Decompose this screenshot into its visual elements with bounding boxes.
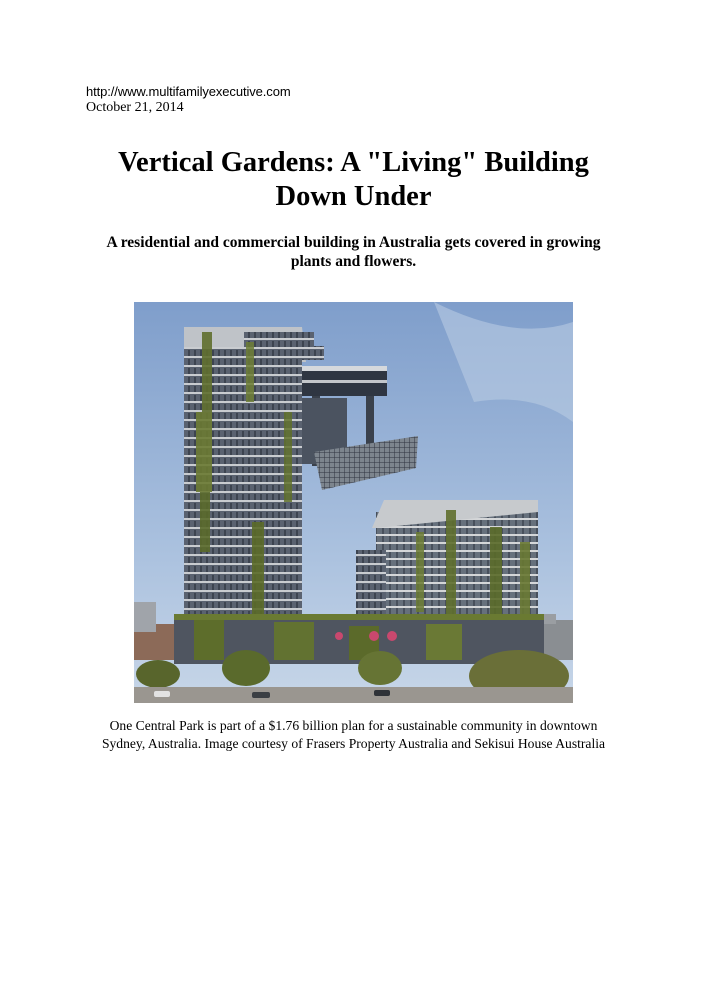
building-photo-illustration	[134, 302, 573, 703]
caption-line-2: Sydney, Australia. Image courtesy of Frasers Property Australia and Sekisui House Australia	[101, 736, 606, 751]
article-subtitle	[80, 233, 627, 271]
building-photo	[134, 302, 573, 703]
article-title	[60, 146, 647, 214]
street	[134, 687, 573, 703]
photo-caption	[70, 717, 637, 753]
caption-line-1: One Central Park is part of a $1.76 billion plan for a sustainable community in downtown	[109, 718, 598, 733]
title-line-2: Down Under	[275, 181, 432, 212]
subtitle-line-2: plants and flowers.	[290, 253, 417, 270]
title-line-1: Vertical Gardens: A "Living" Building	[118, 147, 589, 178]
subtitle-line-1: A residential and commercial building in Australia gets covered in growing	[106, 234, 601, 251]
publication-date: October 21, 2014	[86, 100, 184, 115]
source-url: http://www.multifamilyexecutive.com	[86, 84, 291, 99]
